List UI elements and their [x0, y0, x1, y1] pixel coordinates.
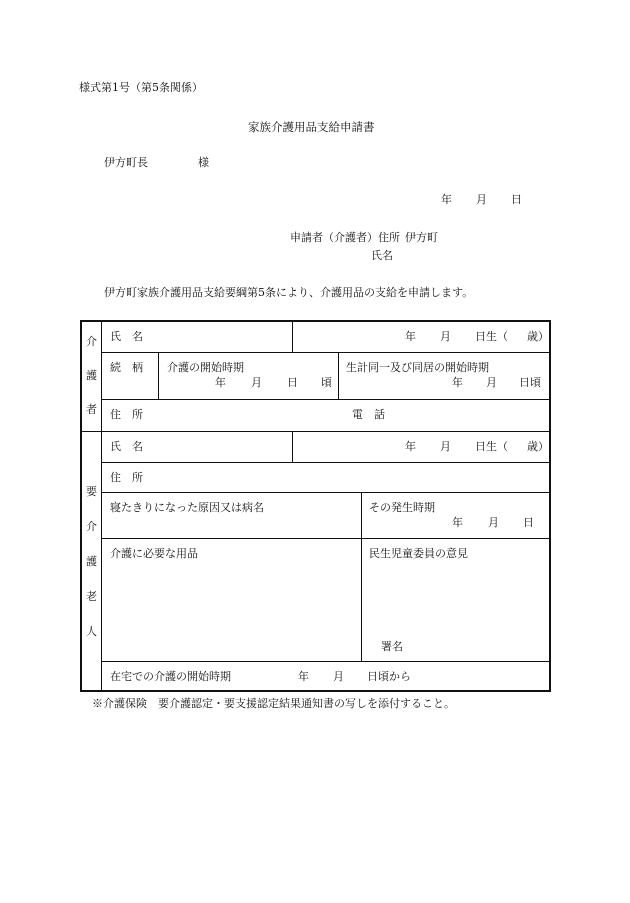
- section-divider: [80, 431, 551, 432]
- recipient-birth-day: 日生（: [475, 440, 508, 453]
- caregiver-side-char: 者: [86, 403, 97, 416]
- side-column-divider: [101, 320, 102, 692]
- home-care-day: 日頃から: [367, 670, 411, 683]
- caregiver-birth-year: 年: [405, 330, 416, 343]
- applicant-address-label: 申請者（介護者）住所: [290, 231, 400, 244]
- recipient-name-label: 氏 名: [110, 440, 143, 453]
- caregiver-address-label: 住 所: [110, 408, 143, 421]
- recipient-age: 歳）: [527, 440, 549, 453]
- commissioner-label: 民生児童委員の意見: [369, 547, 468, 560]
- date-year: 年: [441, 193, 452, 206]
- home-care-month: 月: [333, 670, 344, 683]
- cohabit-month: 月: [486, 376, 497, 389]
- col-line: [361, 492, 362, 661]
- recipient-side-char: 護: [86, 555, 97, 568]
- statement: 伊方町家族介護用品支給要綱第5条により、介護用品の支給を申請します。: [104, 286, 474, 299]
- cohabit-year: 年: [452, 376, 463, 389]
- form-number: 様式第1号（第5条関係）: [79, 81, 203, 94]
- recipient-side-char: 介: [86, 520, 97, 533]
- caregiver-age: 歳）: [527, 330, 549, 343]
- col-line: [158, 352, 159, 399]
- care-start-month: 月: [251, 376, 262, 389]
- date-month: 月: [476, 193, 487, 206]
- cohabit-label: 生計同一及び同居の開始時期: [346, 361, 489, 374]
- home-care-label: 在宅での介護の開始時期: [110, 670, 231, 683]
- date-day: 日: [511, 193, 522, 206]
- caregiver-side-char: 介: [86, 335, 97, 348]
- care-start-label: 介護の開始時期: [167, 361, 244, 374]
- col-line: [292, 431, 293, 462]
- caregiver-name-label: 氏 名: [110, 330, 143, 343]
- care-start-approx: 頃: [321, 376, 332, 389]
- onset-month: 月: [488, 516, 499, 529]
- recipient-address-label: 住 所: [110, 471, 143, 484]
- col-line: [338, 352, 339, 399]
- row-line: [101, 538, 551, 539]
- recipient-birth-year: 年: [405, 440, 416, 453]
- care-start-day: 日: [287, 376, 298, 389]
- recipient-side-char: 要: [86, 485, 97, 498]
- onset-label: その発生時期: [369, 501, 435, 514]
- signature-label: 署名: [381, 640, 403, 653]
- addressee-honorific: 様: [198, 156, 209, 169]
- cause-label: 寝たきりになった原因又は病名: [110, 501, 264, 514]
- form-title: 家族介護用品支給申請書: [248, 120, 375, 134]
- onset-day: 日: [523, 516, 534, 529]
- caregiver-birth-month: 月: [440, 330, 451, 343]
- recipient-side-char: 人: [86, 625, 97, 638]
- recipient-side-char: 老: [86, 590, 97, 603]
- col-line: [292, 320, 293, 352]
- applicant-address: 伊方町: [405, 231, 438, 244]
- applicant-name-label: 氏名: [371, 249, 393, 262]
- row-line: [101, 352, 551, 353]
- row-line: [101, 492, 551, 493]
- onset-year: 年: [452, 516, 463, 529]
- caregiver-side-char: 護: [86, 369, 97, 382]
- row-line: [101, 462, 551, 463]
- row-line: [101, 661, 551, 662]
- supplies-label: 介護に必要な用品: [110, 547, 198, 560]
- home-care-year: 年: [298, 670, 309, 683]
- recipient-birth-month: 月: [440, 440, 451, 453]
- care-start-year: 年: [215, 376, 226, 389]
- row-line: [101, 399, 551, 400]
- footnote: ※介護保険 要介護認定・要支援認定結果通知書の写しを添付すること。: [92, 697, 455, 710]
- addressee-name: 伊方町長: [104, 156, 148, 169]
- cohabit-day: 日頃: [519, 376, 541, 389]
- caregiver-relation-label: 続 柄: [110, 361, 143, 374]
- caregiver-birth-day: 日生（: [475, 330, 508, 343]
- caregiver-phone-label: 電 話: [352, 408, 385, 421]
